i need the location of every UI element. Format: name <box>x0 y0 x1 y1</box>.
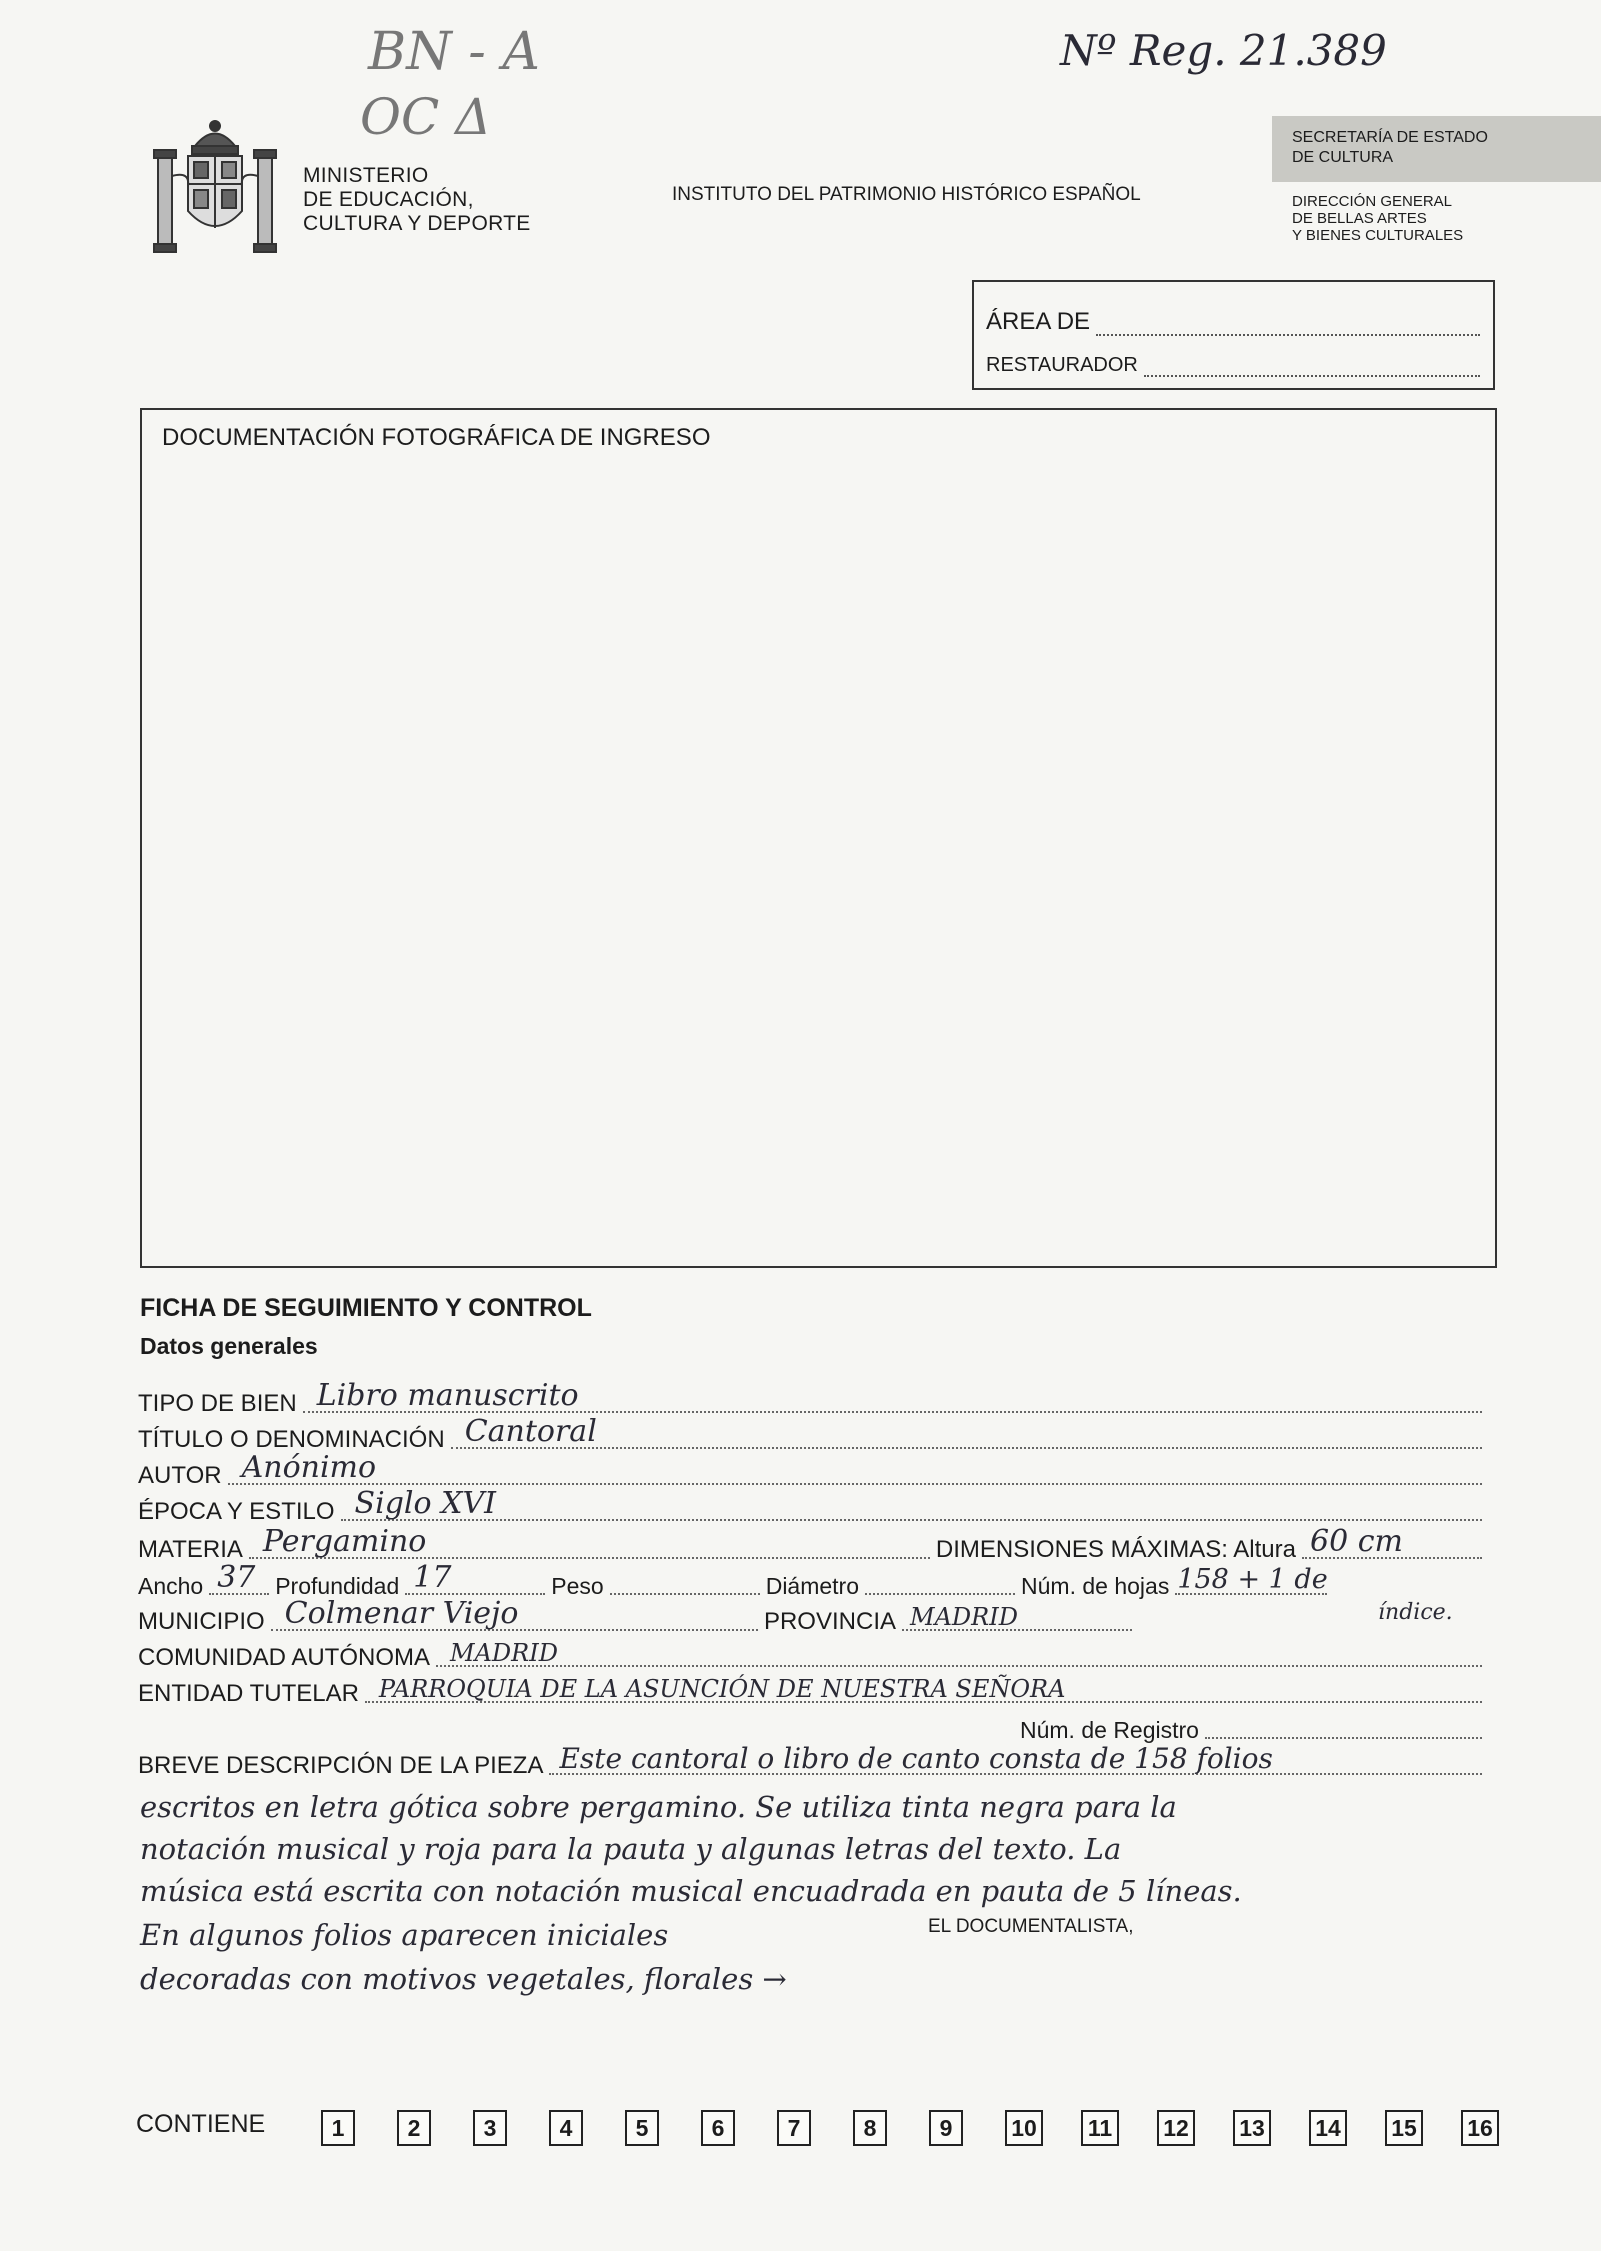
coat-of-arms-icon <box>150 116 280 256</box>
contiene-box-2[interactable]: 2 <box>397 2110 431 2146</box>
provincia-value: MADRID <box>910 1603 1018 1631</box>
institute-name: INSTITUTO DEL PATRIMONIO HISTÓRICO ESPAÑOL <box>672 184 1141 205</box>
contiene-box-5[interactable]: 5 <box>625 2110 659 2146</box>
autor-row <box>138 1450 1488 1490</box>
peso-field[interactable] <box>610 1563 760 1595</box>
materia-label: MATERIA <box>138 1536 243 1563</box>
restaurador-field[interactable] <box>1144 374 1480 377</box>
contiene-box-13[interactable]: 13 <box>1233 2110 1271 2146</box>
descripcion-line-1: Este cantoral o libro de canto consta de 158 folios <box>559 1742 1273 1775</box>
hojas-value-continued: índice. <box>1378 1600 1453 1625</box>
descripcion-line-3: notación musical y roja para la pauta y algunas letras del texto. La <box>140 1832 1122 1866</box>
autor-value: Anónimo <box>241 1450 377 1485</box>
hojas-field[interactable] <box>1175 1563 1327 1595</box>
contiene-box-4[interactable]: 4 <box>549 2110 583 2146</box>
descripcion-label: BREVE DESCRIPCIÓN DE LA PIEZA <box>138 1752 544 1779</box>
contiene-box-9[interactable]: 9 <box>929 2110 963 2146</box>
tipo-row <box>138 1378 1488 1418</box>
descripcion-line-4: música está escrita con notación musical encuadrada en pauta de 5 líneas. <box>140 1874 1242 1908</box>
epoca-row <box>138 1486 1488 1526</box>
ancho-value: 37 <box>217 1560 256 1595</box>
contiene-box-8[interactable]: 8 <box>853 2110 887 2146</box>
handwritten-annotation: BN - A <box>368 22 540 82</box>
altura-value: 60 cm <box>1310 1524 1403 1559</box>
ficha-title: FICHA DE SEGUIMIENTO Y CONTROL <box>140 1294 592 1322</box>
descripcion-line-6: decoradas con motivos vegetales, florales → <box>140 1962 787 1996</box>
epoca-label: ÉPOCA Y ESTILO <box>138 1498 335 1525</box>
municipio-field[interactable] <box>271 1596 758 1631</box>
dimensiones-label: DIMENSIONES MÁXIMAS: Altura <box>935 1536 1296 1563</box>
descripcion-line-2: escritos en letra gótica sobre pergamino. Se utiliza tinta negra para la <box>140 1790 1177 1824</box>
documentalista-label: EL DOCUMENTALISTA, <box>928 1916 1134 1937</box>
epoca-value: Siglo XVI <box>354 1486 496 1521</box>
area-label: ÁREA DE <box>986 308 1091 335</box>
descripcion-line-5: En algunos folios aparecen iniciales <box>140 1918 669 1952</box>
contiene-box-14[interactable]: 14 <box>1309 2110 1347 2146</box>
ancho-field[interactable] <box>209 1560 269 1595</box>
registro-field[interactable] <box>1205 1707 1482 1739</box>
materia-row <box>138 1524 1488 1564</box>
comunidad-field[interactable] <box>436 1635 1482 1667</box>
secretaria-text: SECRETARÍA DE ESTADO DE CULTURA <box>1292 129 1488 166</box>
titulo-value: Cantoral <box>464 1414 597 1449</box>
diametro-label: Diámetro <box>765 1573 860 1599</box>
provincia-label: PROVINCIA <box>763 1608 896 1635</box>
titulo-label: TÍTULO O DENOMINACIÓN <box>138 1426 445 1453</box>
autor-field[interactable] <box>228 1450 1482 1485</box>
handwritten-annotation-2: OC Δ <box>360 88 492 146</box>
epoca-field[interactable] <box>341 1486 1482 1521</box>
contiene-box-1[interactable]: 1 <box>321 2110 355 2146</box>
entidad-label: ENTIDAD TUTELAR <box>138 1680 359 1707</box>
comunidad-row <box>138 1638 1488 1672</box>
municipio-row <box>138 1596 1138 1636</box>
comunidad-value: MADRID <box>450 1639 558 1667</box>
area-field[interactable] <box>1096 333 1480 336</box>
tipo-field[interactable] <box>303 1378 1482 1413</box>
contiene-box-16[interactable]: 16 <box>1461 2110 1499 2146</box>
municipio-value: Colmenar Viejo <box>284 1596 519 1631</box>
registry-note: Nº Reg. 21.389 <box>1060 26 1387 75</box>
peso-label: Peso <box>551 1573 604 1599</box>
contiene-box-10[interactable]: 10 <box>1005 2110 1043 2146</box>
entidad-value: PARROQUIA DE LA ASUNCIÓN DE NUESTRA SEÑORA <box>378 1675 1066 1703</box>
provincia-field[interactable] <box>902 1599 1132 1631</box>
materia-field[interactable] <box>249 1524 930 1559</box>
tipo-value: Libro manuscrito <box>316 1378 579 1413</box>
direccion-text: DIRECCIÓN GENERAL DE BELLAS ARTES Y BIENES CULTURALES <box>1292 193 1464 244</box>
ficha-subtitle: Datos generales <box>140 1333 318 1359</box>
titulo-field[interactable] <box>451 1414 1482 1449</box>
hojas-value: 158 + 1 de <box>1177 1564 1328 1595</box>
ministry-name: MINISTERIO DE EDUCACIÓN, CULTURA Y DEPORTE <box>303 164 531 235</box>
profundidad-field[interactable] <box>405 1560 545 1595</box>
photo-section-title: DOCUMENTACIÓN FOTOGRÁFICA DE INGRESO <box>162 424 711 451</box>
ancho-label: Ancho <box>138 1573 204 1599</box>
contiene-box-12[interactable]: 12 <box>1157 2110 1195 2146</box>
area-box <box>972 280 1495 390</box>
profundidad-label: Profundidad <box>275 1573 400 1599</box>
tipo-label: TIPO DE BIEN <box>138 1390 297 1417</box>
altura-field[interactable] <box>1302 1524 1482 1559</box>
registro-row <box>1020 1710 1488 1744</box>
contiene-box-6[interactable]: 6 <box>701 2110 735 2146</box>
autor-label: AUTOR <box>138 1462 222 1489</box>
entidad-row <box>138 1674 1488 1708</box>
descripcion-field[interactable] <box>549 1743 1482 1775</box>
contiene-label: CONTIENE <box>136 2110 266 2138</box>
contiene-box-3[interactable]: 3 <box>473 2110 507 2146</box>
entidad-field[interactable] <box>365 1671 1482 1703</box>
comunidad-label: COMUNIDAD AUTÓNOMA <box>138 1644 431 1671</box>
restaurador-label: RESTAURADOR <box>986 354 1138 376</box>
profundidad-value: 17 <box>413 1560 452 1595</box>
restaurador-row <box>986 354 1480 377</box>
contiene-box-11[interactable]: 11 <box>1081 2110 1119 2146</box>
registro-label: Núm. de Registro <box>1020 1717 1199 1743</box>
hojas-label: Núm. de hojas <box>1021 1573 1170 1599</box>
materia-value: Pergamino <box>262 1524 427 1559</box>
diametro-field[interactable] <box>865 1563 1015 1595</box>
photo-documentation-box <box>140 408 1497 1268</box>
dimensions-row <box>138 1560 1488 1600</box>
municipio-label: MUNICIPIO <box>138 1608 265 1635</box>
contiene-box-7[interactable]: 7 <box>777 2110 811 2146</box>
contiene-box-15[interactable]: 15 <box>1385 2110 1423 2146</box>
titulo-row <box>138 1414 1488 1454</box>
area-row <box>986 308 1480 336</box>
descripcion-row <box>138 1742 1488 1780</box>
